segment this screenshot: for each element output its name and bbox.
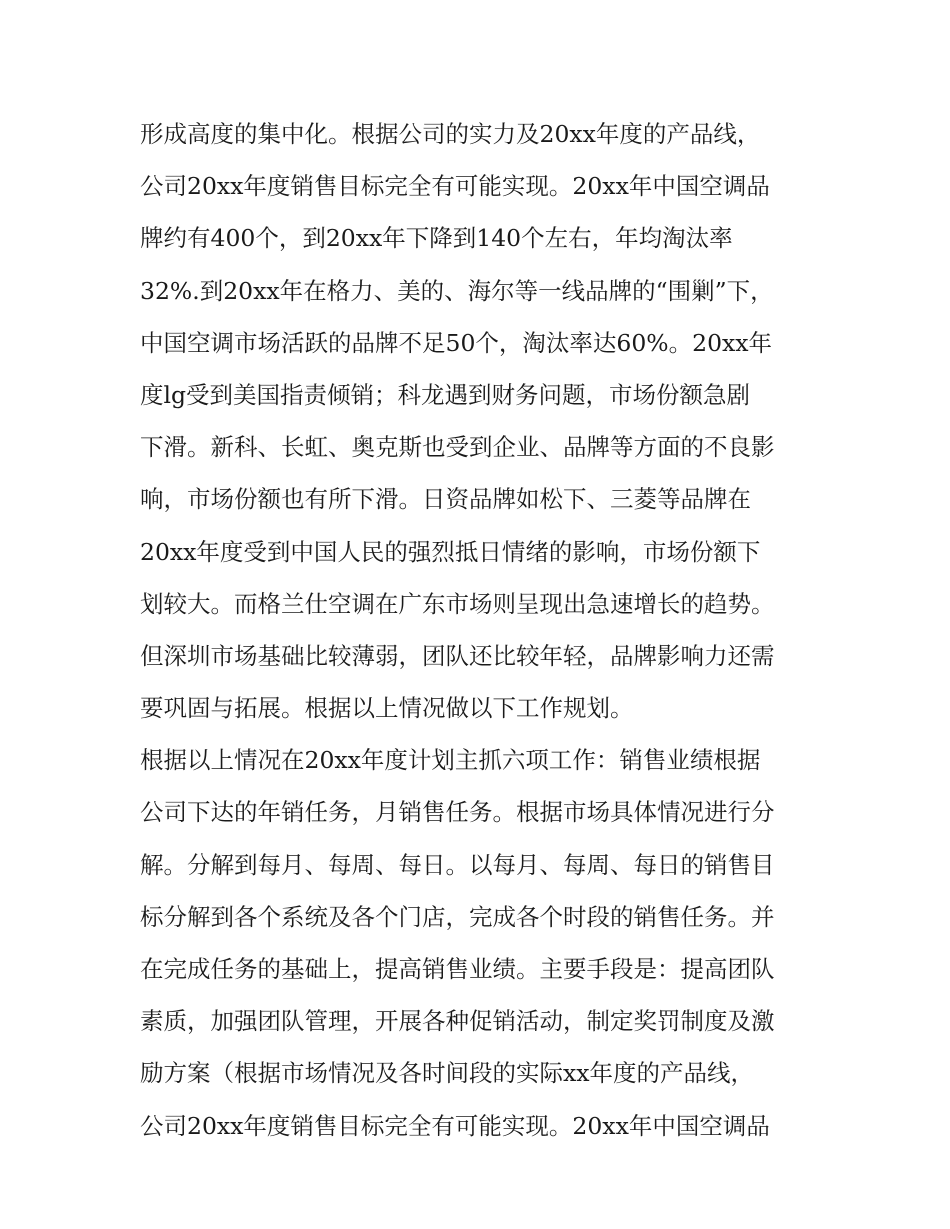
text-line: 形成高度的集中化。根据公司的实力及20xx年度的产品线， — [140, 120, 761, 148]
text-line: 32%.到20xx年在格力、美的、海尔等一线品牌的“围剿”下， — [140, 276, 774, 305]
text-line: 公司下达的年销任务，月销售任务。根据市场具体情况进行分 — [140, 798, 775, 827]
text-line: 度lg受到美国指责倾销；科龙遇到财务问题，市场份额急剧 — [140, 380, 751, 409]
text-line: 素质，加强团队管理，开展各种促销活动，制定奖罚制度及激 — [140, 1007, 775, 1036]
text-line: 要巩固与拓展。根据以上情况做以下工作规划。 — [140, 694, 634, 723]
text-line: 标分解到各个系统及各个门店，完成各个时段的销售任务。并 — [140, 902, 775, 931]
text-line: 牌约有400个，到20xx年下降到140个左右，年均淘汰率 — [140, 224, 733, 253]
text-line: 响，市场份额也有所下滑。日资品牌如松下、三菱等品牌在 — [140, 485, 751, 514]
text-line: 励方案（根据市场情况及各时间段的实际xx年度的产品线， — [140, 1059, 755, 1088]
body-text — [140, 108, 820, 1152]
text-line: 中国空调市场活跃的品牌不足50个，淘汰率达60%。20xx年 — [140, 328, 773, 357]
text-line: 公司20xx年度销售目标完全有可能实现。20xx年中国空调品 — [140, 1111, 770, 1140]
text-line: 根据以上情况在20xx年度计划主抓六项工作：销售业绩根据 — [140, 746, 761, 775]
text-line: 在完成任务的基础上，提高销售业绩。主要手段是：提高团队 — [140, 955, 775, 983]
text-line: 解。分解到每月、每周、每日。以每月、每周、每日的销售目 — [140, 850, 775, 879]
text-line: 但深圳市场基础比较薄弱，团队还比较年轻，品牌影响力还需 — [140, 641, 775, 670]
text-line: 公司20xx年度销售目标完全有可能实现。20xx年中国空调品 — [140, 172, 770, 201]
text-line: 下滑。新科、长虹、奥克斯也受到企业、品牌等方面的不良影 — [140, 433, 775, 462]
text-line: 20xx年度受到中国人民的强烈抵日情绪的影响，市场份额下 — [140, 537, 761, 566]
text-line: 划较大。而格兰仕空调在广东市场则呈现出急速增长的趋势。 — [140, 589, 775, 618]
